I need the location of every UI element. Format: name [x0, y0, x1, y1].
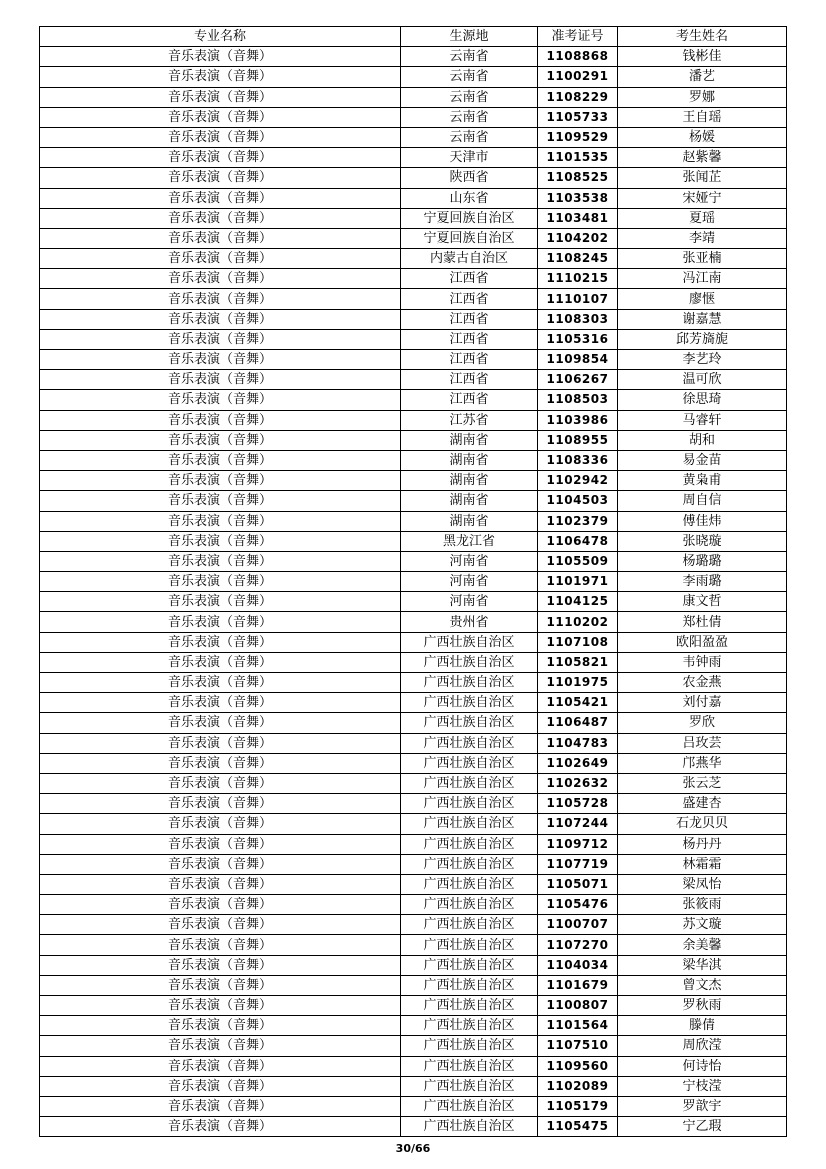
exam-number-cell: 1107108 [538, 632, 618, 652]
table-row [40, 450, 787, 470]
origin-cell: 广西壮族自治区 [401, 814, 538, 834]
student-name-cell: 苏文璇 [618, 915, 787, 935]
table-row [40, 915, 787, 935]
origin-cell: 黑龙江省 [401, 531, 538, 551]
student-name-cell: 罗秋雨 [618, 996, 787, 1016]
table-row [40, 168, 787, 188]
student-name-cell: 廖惬 [618, 289, 787, 309]
major-cell: 音乐表演（音舞） [40, 228, 401, 248]
major-cell: 音乐表演（音舞） [40, 572, 401, 592]
page-number: 30/66 [395, 1142, 431, 1155]
exam-number-cell: 1100807 [538, 996, 618, 1016]
exam-number-cell: 1109560 [538, 1056, 618, 1076]
student-name-cell: 宋娅宁 [618, 188, 787, 208]
exam-number-cell: 1102632 [538, 773, 618, 793]
major-cell: 音乐表演（音舞） [40, 148, 401, 168]
table-row [40, 269, 787, 289]
table-row [40, 996, 787, 1016]
major-cell: 音乐表演（音舞） [40, 773, 401, 793]
student-name-cell: 林霜霜 [618, 854, 787, 874]
table-row [40, 612, 787, 632]
student-name-cell: 徐思琦 [618, 390, 787, 410]
table-row [40, 329, 787, 349]
origin-cell: 云南省 [401, 127, 538, 147]
table-row [40, 753, 787, 773]
exam-number-cell: 1106267 [538, 370, 618, 390]
exam-number-cell: 1103986 [538, 410, 618, 430]
table-row [40, 491, 787, 511]
exam-number-cell: 1101971 [538, 572, 618, 592]
exam-number-cell: 1102379 [538, 511, 618, 531]
exam-number-cell: 1108303 [538, 309, 618, 329]
major-cell: 音乐表演（音舞） [40, 168, 401, 188]
origin-cell: 广西壮族自治区 [401, 1076, 538, 1096]
origin-cell: 广西壮族自治区 [401, 652, 538, 672]
exam-number-cell: 1108955 [538, 430, 618, 450]
origin-cell: 广西壮族自治区 [401, 753, 538, 773]
exam-number-cell: 1110107 [538, 289, 618, 309]
table-row [40, 652, 787, 672]
table-row [40, 814, 787, 834]
student-name-cell: 杨媛 [618, 127, 787, 147]
major-cell: 音乐表演（音舞） [40, 733, 401, 753]
major-cell: 音乐表演（音舞） [40, 87, 401, 107]
major-cell: 音乐表演（音舞） [40, 410, 401, 430]
origin-cell: 宁夏回族自治区 [401, 228, 538, 248]
major-cell: 音乐表演（音舞） [40, 955, 401, 975]
origin-cell: 广西壮族自治区 [401, 713, 538, 733]
student-name-cell: 张亚楠 [618, 249, 787, 269]
table-row [40, 551, 787, 571]
origin-cell: 广西壮族自治区 [401, 854, 538, 874]
origin-cell: 河南省 [401, 592, 538, 612]
exam-number-cell: 1105316 [538, 329, 618, 349]
student-name-cell: 胡和 [618, 430, 787, 450]
origin-cell: 广西壮族自治区 [401, 1036, 538, 1056]
origin-cell: 广西壮族自治区 [401, 874, 538, 894]
origin-cell: 内蒙古自治区 [401, 249, 538, 269]
exam-number-cell: 1102089 [538, 1076, 618, 1096]
origin-cell: 山东省 [401, 188, 538, 208]
exam-number-cell: 1100707 [538, 915, 618, 935]
major-cell: 音乐表演（音舞） [40, 693, 401, 713]
student-name-cell: 郑杜倩 [618, 612, 787, 632]
student-name-cell: 邱芳旖旎 [618, 329, 787, 349]
origin-cell: 江西省 [401, 350, 538, 370]
origin-cell: 广西壮族自治区 [401, 733, 538, 753]
major-cell: 音乐表演（音舞） [40, 47, 401, 67]
table-row [40, 1096, 787, 1116]
origin-cell: 广西壮族自治区 [401, 794, 538, 814]
major-cell: 音乐表演（音舞） [40, 1096, 401, 1116]
exam-number-cell: 1102649 [538, 753, 618, 773]
student-name-cell: 易金苗 [618, 450, 787, 470]
origin-cell: 广西壮族自治区 [401, 673, 538, 693]
table-row [40, 854, 787, 874]
table-row [40, 511, 787, 531]
major-cell: 音乐表演（音舞） [40, 874, 401, 894]
exam-number-cell: 1107719 [538, 854, 618, 874]
exam-number-cell: 1104125 [538, 592, 618, 612]
exam-number-cell: 1108503 [538, 390, 618, 410]
major-cell: 音乐表演（音舞） [40, 511, 401, 531]
exam-number-cell: 1104503 [538, 491, 618, 511]
exam-number-cell: 1105728 [538, 794, 618, 814]
student-name-cell: 宁乙瑕 [618, 1117, 787, 1137]
origin-cell: 广西壮族自治区 [401, 955, 538, 975]
exam-number-cell: 1105509 [538, 551, 618, 571]
table-row [40, 693, 787, 713]
origin-cell: 江苏省 [401, 410, 538, 430]
table-row [40, 895, 787, 915]
major-cell: 音乐表演（音舞） [40, 1036, 401, 1056]
origin-cell: 河南省 [401, 551, 538, 571]
student-name-cell: 何诗怡 [618, 1056, 787, 1076]
origin-cell: 广西壮族自治区 [401, 975, 538, 995]
table-row [40, 592, 787, 612]
table-row [40, 733, 787, 753]
origin-cell: 河南省 [401, 572, 538, 592]
student-name-cell: 李雨璐 [618, 572, 787, 592]
student-name-cell: 傅佳炜 [618, 511, 787, 531]
student-name-cell: 温可欣 [618, 370, 787, 390]
student-name-cell: 农金燕 [618, 673, 787, 693]
exam-number-cell: 1108245 [538, 249, 618, 269]
exam-number-cell: 1108336 [538, 450, 618, 470]
major-cell: 音乐表演（音舞） [40, 289, 401, 309]
major-cell: 音乐表演（音舞） [40, 794, 401, 814]
major-cell: 音乐表演（音舞） [40, 208, 401, 228]
table-row [40, 309, 787, 329]
table-row [40, 127, 787, 147]
table-row [40, 1056, 787, 1076]
student-name-cell: 石龙贝贝 [618, 814, 787, 834]
table-row [40, 289, 787, 309]
origin-cell: 广西壮族自治区 [401, 915, 538, 935]
origin-cell: 云南省 [401, 87, 538, 107]
major-cell: 音乐表演（音舞） [40, 753, 401, 773]
major-cell: 音乐表演（音舞） [40, 935, 401, 955]
student-name-cell: 李靖 [618, 228, 787, 248]
major-cell: 音乐表演（音舞） [40, 350, 401, 370]
table-row [40, 713, 787, 733]
major-cell: 音乐表演（音舞） [40, 895, 401, 915]
student-name-cell: 罗歆宇 [618, 1096, 787, 1116]
header-major: 专业名称 [40, 27, 401, 47]
table-row [40, 188, 787, 208]
origin-cell: 广西壮族自治区 [401, 834, 538, 854]
exam-number-cell: 1105733 [538, 107, 618, 127]
major-cell: 音乐表演（音舞） [40, 1056, 401, 1076]
major-cell: 音乐表演（音舞） [40, 975, 401, 995]
table-row [40, 390, 787, 410]
student-name-cell: 盛建杏 [618, 794, 787, 814]
major-cell: 音乐表演（音舞） [40, 127, 401, 147]
student-name-cell: 康文哲 [618, 592, 787, 612]
student-name-cell: 夏瑶 [618, 208, 787, 228]
exam-number-cell: 1110215 [538, 269, 618, 289]
table-row [40, 773, 787, 793]
exam-number-cell: 1101679 [538, 975, 618, 995]
major-cell: 音乐表演（音舞） [40, 1117, 401, 1137]
major-cell: 音乐表演（音舞） [40, 450, 401, 470]
exam-number-cell: 1101564 [538, 1016, 618, 1036]
origin-cell: 江西省 [401, 329, 538, 349]
student-name-cell: 冯江南 [618, 269, 787, 289]
exam-number-cell: 1100291 [538, 67, 618, 87]
exam-number-cell: 1105179 [538, 1096, 618, 1116]
exam-number-cell: 1105475 [538, 1117, 618, 1137]
major-cell: 音乐表演（音舞） [40, 1016, 401, 1036]
major-cell: 音乐表演（音舞） [40, 107, 401, 127]
student-name-cell: 张筱雨 [618, 895, 787, 915]
origin-cell: 贵州省 [401, 612, 538, 632]
major-cell: 音乐表演（音舞） [40, 370, 401, 390]
student-name-cell: 周欣滢 [618, 1036, 787, 1056]
exam-number-cell: 1103538 [538, 188, 618, 208]
exam-number-cell: 1105071 [538, 874, 618, 894]
origin-cell: 广西壮族自治区 [401, 773, 538, 793]
table-row [40, 148, 787, 168]
table-row [40, 1016, 787, 1036]
exam-number-cell: 1109712 [538, 834, 618, 854]
student-name-cell: 宁枝滢 [618, 1076, 787, 1096]
major-cell: 音乐表演（音舞） [40, 834, 401, 854]
origin-cell: 广西壮族自治区 [401, 895, 538, 915]
major-cell: 音乐表演（音舞） [40, 249, 401, 269]
table-row [40, 208, 787, 228]
origin-cell: 广西壮族自治区 [401, 693, 538, 713]
student-name-cell: 张晓璇 [618, 531, 787, 551]
major-cell: 音乐表演（音舞） [40, 915, 401, 935]
table-row [40, 1117, 787, 1137]
table-row [40, 531, 787, 551]
origin-cell: 广西壮族自治区 [401, 1117, 538, 1137]
major-cell: 音乐表演（音舞） [40, 309, 401, 329]
major-cell: 音乐表演（音舞） [40, 188, 401, 208]
exam-number-cell: 1106487 [538, 713, 618, 733]
student-name-cell: 欧阳盈盈 [618, 632, 787, 652]
major-cell: 音乐表演（音舞） [40, 430, 401, 450]
student-name-cell: 杨璐璐 [618, 551, 787, 571]
exam-number-cell: 1105476 [538, 895, 618, 915]
major-cell: 音乐表演（音舞） [40, 329, 401, 349]
student-name-cell: 王自瑶 [618, 107, 787, 127]
major-cell: 音乐表演（音舞） [40, 551, 401, 571]
student-name-cell: 钱彬佳 [618, 47, 787, 67]
student-name-cell: 谢嘉慧 [618, 309, 787, 329]
table-row [40, 107, 787, 127]
student-name-cell: 梁华淇 [618, 955, 787, 975]
exam-number-cell: 1110202 [538, 612, 618, 632]
table-row [40, 430, 787, 450]
student-name-cell: 赵紫馨 [618, 148, 787, 168]
student-name-cell: 杨丹丹 [618, 834, 787, 854]
student-name-cell: 李艺玲 [618, 350, 787, 370]
student-name-cell: 曾文杰 [618, 975, 787, 995]
exam-number-cell: 1102942 [538, 471, 618, 491]
exam-number-cell: 1101975 [538, 673, 618, 693]
origin-cell: 广西壮族自治区 [401, 1056, 538, 1076]
table-row [40, 975, 787, 995]
exam-number-cell: 1106478 [538, 531, 618, 551]
major-cell: 音乐表演（音舞） [40, 814, 401, 834]
origin-cell: 天津市 [401, 148, 538, 168]
origin-cell: 广西壮族自治区 [401, 1096, 538, 1116]
exam-number-cell: 1109529 [538, 127, 618, 147]
table-row [40, 673, 787, 693]
origin-cell: 江西省 [401, 269, 538, 289]
student-name-cell: 马睿轩 [618, 410, 787, 430]
table-row [40, 410, 787, 430]
exam-number-cell: 1103481 [538, 208, 618, 228]
origin-cell: 广西壮族自治区 [401, 1016, 538, 1036]
table-row [40, 632, 787, 652]
table-row [40, 370, 787, 390]
origin-cell: 湖南省 [401, 471, 538, 491]
exam-number-cell: 1101535 [538, 148, 618, 168]
exam-number-cell: 1107270 [538, 935, 618, 955]
origin-cell: 云南省 [401, 67, 538, 87]
major-cell: 音乐表演（音舞） [40, 673, 401, 693]
table-row [40, 228, 787, 248]
student-name-cell: 刘付嘉 [618, 693, 787, 713]
student-name-cell: 张闻芷 [618, 168, 787, 188]
table-row [40, 350, 787, 370]
major-cell: 音乐表演（音舞） [40, 491, 401, 511]
table-row [40, 67, 787, 87]
student-name-cell: 罗娜 [618, 87, 787, 107]
origin-cell: 云南省 [401, 47, 538, 67]
exam-number-cell: 1109854 [538, 350, 618, 370]
table-row [40, 471, 787, 491]
exam-number-cell: 1108868 [538, 47, 618, 67]
student-name-cell: 黄枭甫 [618, 471, 787, 491]
table-row [40, 249, 787, 269]
origin-cell: 湖南省 [401, 430, 538, 450]
major-cell: 音乐表演（音舞） [40, 996, 401, 1016]
major-cell: 音乐表演（音舞） [40, 67, 401, 87]
student-name-cell: 罗欣 [618, 713, 787, 733]
origin-cell: 湖南省 [401, 511, 538, 531]
origin-cell: 江西省 [401, 309, 538, 329]
exam-number-cell: 1108525 [538, 168, 618, 188]
header-origin: 生源地 [401, 27, 538, 47]
student-name-cell: 梁凤怡 [618, 874, 787, 894]
table-row [40, 572, 787, 592]
student-name-cell: 滕倩 [618, 1016, 787, 1036]
origin-cell: 陕西省 [401, 168, 538, 188]
student-name-cell: 余美馨 [618, 935, 787, 955]
table-row [40, 1036, 787, 1056]
student-name-cell: 吕玫芸 [618, 733, 787, 753]
exam-number-cell: 1108229 [538, 87, 618, 107]
origin-cell: 湖南省 [401, 491, 538, 511]
major-cell: 音乐表演（音舞） [40, 390, 401, 410]
header-student-name: 考生姓名 [618, 27, 787, 47]
origin-cell: 云南省 [401, 107, 538, 127]
exam-number-cell: 1104034 [538, 955, 618, 975]
major-cell: 音乐表演（音舞） [40, 592, 401, 612]
table-row [40, 47, 787, 67]
table-row [40, 794, 787, 814]
origin-cell: 广西壮族自治区 [401, 935, 538, 955]
header-exam-number: 准考证号 [538, 27, 618, 47]
major-cell: 音乐表演（音舞） [40, 269, 401, 289]
table-row [40, 935, 787, 955]
origin-cell: 江西省 [401, 390, 538, 410]
table-row [40, 834, 787, 854]
admission-roster-table [39, 26, 787, 1137]
origin-cell: 江西省 [401, 370, 538, 390]
exam-number-cell: 1105821 [538, 652, 618, 672]
table-row [40, 874, 787, 894]
major-cell: 音乐表演（音舞） [40, 531, 401, 551]
major-cell: 音乐表演（音舞） [40, 632, 401, 652]
table-row [40, 87, 787, 107]
student-name-cell: 潘艺 [618, 67, 787, 87]
origin-cell: 湖南省 [401, 450, 538, 470]
major-cell: 音乐表演（音舞） [40, 471, 401, 491]
major-cell: 音乐表演（音舞） [40, 854, 401, 874]
origin-cell: 广西壮族自治区 [401, 996, 538, 1016]
exam-number-cell: 1104202 [538, 228, 618, 248]
major-cell: 音乐表演（音舞） [40, 713, 401, 733]
table-row [40, 1076, 787, 1096]
origin-cell: 宁夏回族自治区 [401, 208, 538, 228]
exam-number-cell: 1107244 [538, 814, 618, 834]
major-cell: 音乐表演（音舞） [40, 652, 401, 672]
table-body [40, 47, 787, 1137]
exam-number-cell: 1104783 [538, 733, 618, 753]
student-name-cell: 邝燕华 [618, 753, 787, 773]
table-row [40, 955, 787, 975]
major-cell: 音乐表演（音舞） [40, 612, 401, 632]
student-name-cell: 韦钟雨 [618, 652, 787, 672]
student-name-cell: 张云芝 [618, 773, 787, 793]
origin-cell: 江西省 [401, 289, 538, 309]
header-row [40, 27, 787, 47]
origin-cell: 广西壮族自治区 [401, 632, 538, 652]
major-cell: 音乐表演（音舞） [40, 1076, 401, 1096]
student-name-cell: 周自信 [618, 491, 787, 511]
exam-number-cell: 1105421 [538, 693, 618, 713]
exam-number-cell: 1107510 [538, 1036, 618, 1056]
